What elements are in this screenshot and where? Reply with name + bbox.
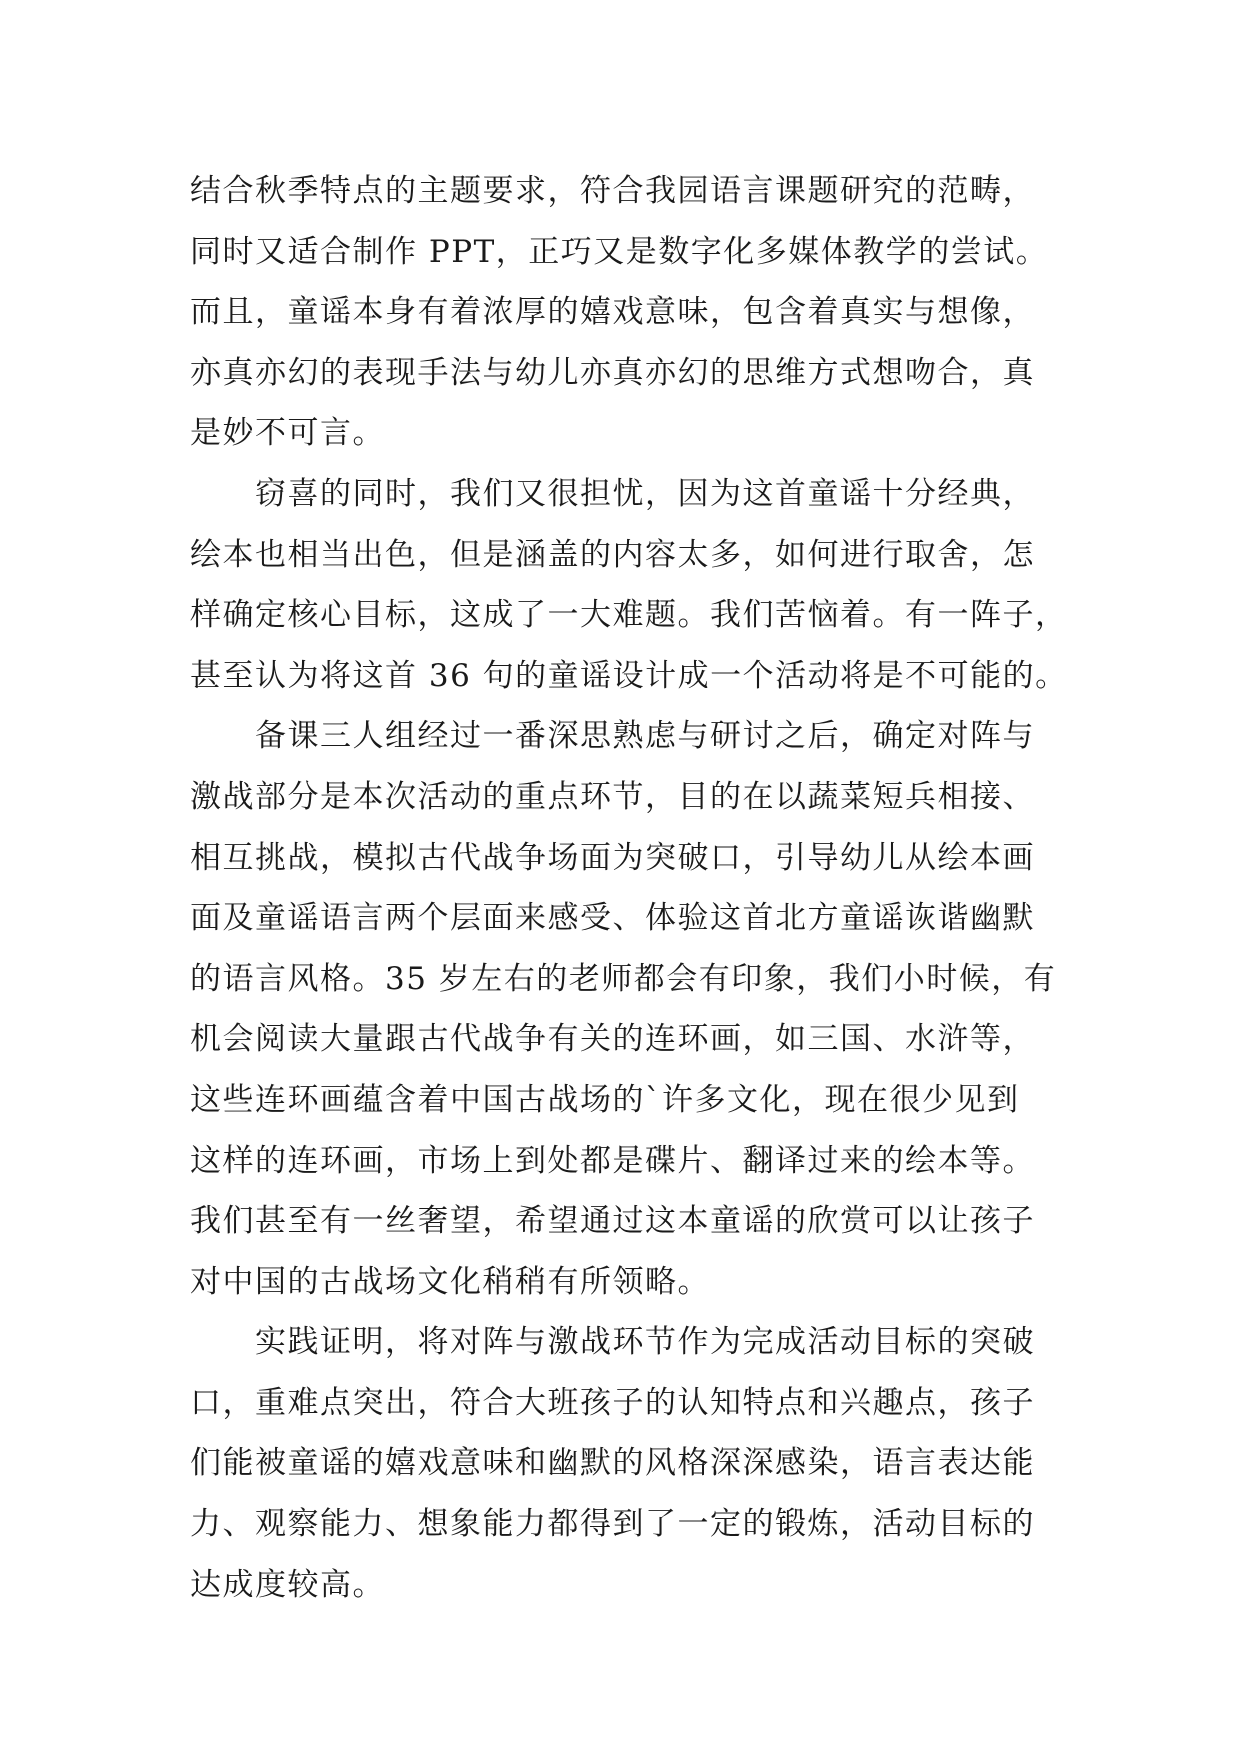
text-line: 的语言风格。35 岁左右的老师都会有印象，我们小时候，有 (190, 960, 1057, 997)
text-line: 力、观察能力、想象能力都得到了一定的锻炼，活动目标的 (190, 1506, 1035, 1543)
text-line: 实践证明，将对阵与激战环节作为完成活动目标的突破 (190, 1324, 1035, 1361)
text-line: 对中国的古战场文化稍稍有所领略。 (190, 1263, 710, 1300)
text-line: 机会阅读大量跟古代战争有关的连环画，如三国、水浒等， (190, 1021, 1035, 1058)
text-line: 结合秋季特点的主题要求，符合我园语言课题研究的范畴， (190, 173, 1035, 209)
text-line: 绘本也相当出色，但是涵盖的内容太多，如何进行取舍，怎 (190, 536, 1035, 573)
text-line: 而且，童谣本身有着浓厚的嬉戏意味，包含着真实与想像， (190, 294, 1035, 331)
text-line: 窃喜的同时，我们又很担忧，因为这首童谣十分经典， (190, 475, 1035, 512)
text-line: 激战部分是本次活动的重点环节，目的在以蔬菜短兵相接、 (190, 778, 1035, 815)
text-line: 同时又适合制作 PPT，正巧又是数字化多媒体教学的尝试。 (190, 233, 1049, 270)
body-text (190, 161, 1070, 1615)
text-line: 这些连环画蕴含着中国古战场的`许多文化，现在很少见到 (190, 1081, 1020, 1118)
text-line: 我们甚至有一丝奢望，希望通过这本童谣的欣赏可以让孩子 (190, 1203, 1035, 1240)
text-line: 口，重难点突出，符合大班孩子的认知特点和兴趣点，孩子 (190, 1384, 1035, 1421)
text-line: 达成度较高。 (190, 1566, 385, 1603)
text-line: 面及童谣语言两个层面来感受、体验这首北方童谣诙谐幽默 (190, 900, 1035, 937)
text-line: 亦真亦幻的表现手法与幼儿亦真亦幻的思维方式想吻合，真 (190, 354, 1035, 391)
text-line: 样确定核心目标，这成了一大难题。我们苦恼着。有一阵子， (190, 597, 1068, 634)
text-line: 是妙不可言。 (190, 415, 385, 452)
text-line: 们能被童谣的嬉戏意味和幽默的风格深深感染，语言表达能 (190, 1445, 1035, 1482)
text-line: 相互挑战，模拟古代战争场面为突破口，引导幼儿从绘本画 (190, 839, 1035, 876)
text-line: 备课三人组经过一番深思熟虑与研讨之后，确定对阵与 (190, 718, 1035, 755)
text-line: 这样的连环画，市场上到处都是碟片、翻译过来的绘本等。 (190, 1142, 1035, 1179)
text-line: 甚至认为将这首 36 句的童谣设计成一个活动将是不可能的。 (190, 657, 1068, 694)
